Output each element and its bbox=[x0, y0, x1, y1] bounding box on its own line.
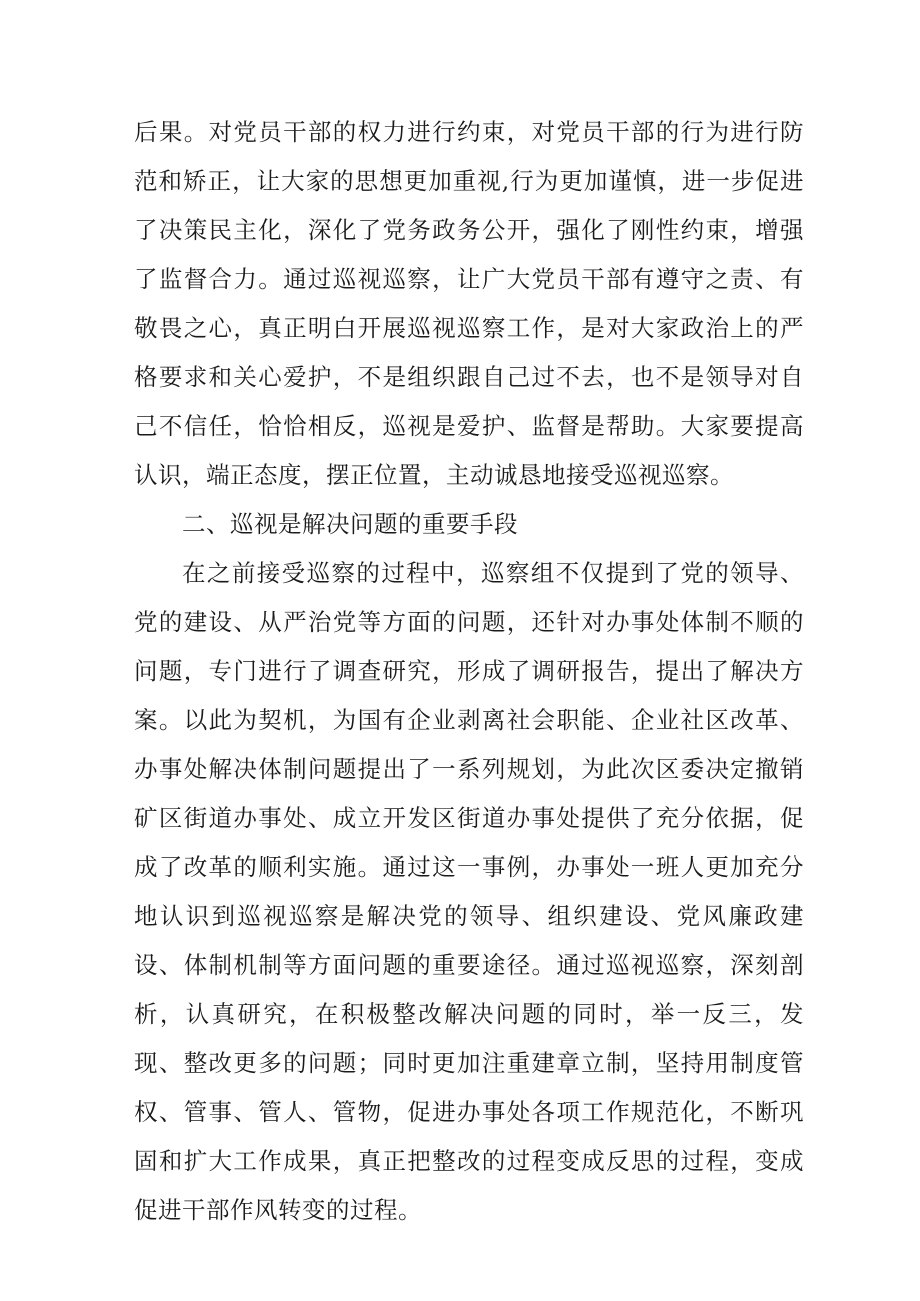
section-heading: 二、巡视是解决问题的重要手段 bbox=[182, 510, 518, 538]
paragraph-section-2: 在之前接受巡察的过程中，巡察组不仅提到了党的领导、党的建设、从严治党等方面的问题，还针对办事处体制不顺的问题，专门进行了调查研究，形成了调研报告，提出了解决方案。以此为契机，为国有企业剥离社会职能、企业社区改革、办事处解决体制问题提出了一系列规划，为此次区委决定撤销矿区街道办事处、成立开发区街道办事处提供了充分依据，促成了改革的顺利实施。通过这一事例，办事处一班人更加充分地认识到巡视巡察是解决党的领导、组织建设、党风廉政建设、体制机制等方面问题的重要途径。通过巡视巡察，深刻剖析，认真研究，在积极整改解决问题的同时，举一反三，发现、整改更多的问题；同时更加注重建章立制，坚持用制度管权、管事、管人、管物，促进办事处各项工作规范化，不断巩固和扩大工作成果，真正把整改的过程变成反思的过程，变成促进干部作风转变的过程。 bbox=[134, 559, 804, 1224]
paragraph-continuation: 后果。对党员干部的权力进行约束，对党员干部的行为进行防范和矫正，让大家的思想更加重视,行为更加谨慎，进一步促进了决策民主化，深化了党务政务公开，强化了刚性约束，增强了监督合力。通过巡视巡察，让广大党员干部有遵守之责、有敬畏之心，真正明白开展巡视巡察工作，是对大家政治上的严格要求和关心爱护，不是组织跟自己过不去，也不是领导对自己不信任，恰恰相反，巡视是爱护、监督是帮助。大家要提高认识，端正态度，摆正位置，主动诚恳地接受巡视巡察。 bbox=[134, 118, 804, 489]
document-body bbox=[134, 108, 804, 1235]
